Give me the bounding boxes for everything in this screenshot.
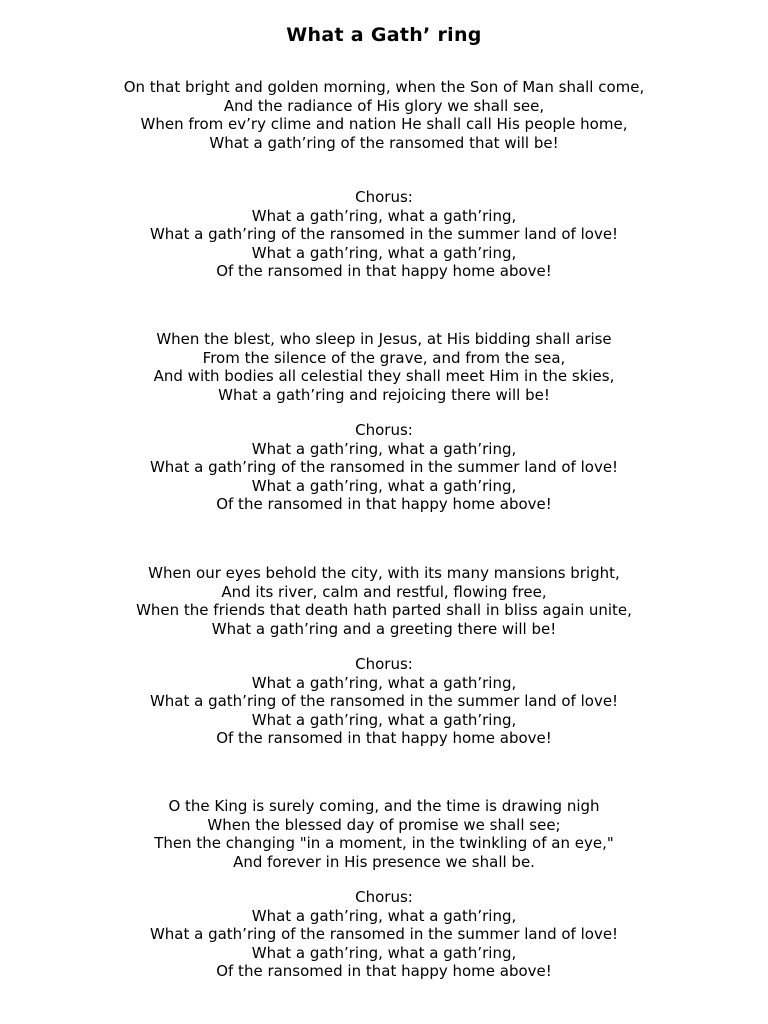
chorus-line: What a gath’ring, what a gath’ring, [251, 476, 517, 495]
chorus-line: What a gath’ring of the ransomed in the summer land of love! [149, 692, 619, 711]
verse-2 [84, 330, 684, 404]
chorus-line: What a gath’ring, what a gath’ring, [251, 243, 517, 262]
chorus-4 [84, 888, 684, 981]
chorus-heading: Chorus: [355, 888, 413, 906]
verse-line: O the King is surely coming, and the time is drawing nigh [168, 797, 600, 815]
chorus-line: Of the ransomed in that happy home above! [216, 495, 552, 514]
verse-line: When the friends that death hath parted shall in bliss again unite, [136, 601, 632, 620]
chorus-heading: Chorus: [355, 188, 413, 206]
verse-line: And its river, calm and restful, flowing free, [221, 582, 547, 601]
chorus-1 [84, 188, 684, 281]
verse-3 [84, 564, 684, 638]
chorus-line: What a gath’ring, what a gath’ring, [251, 439, 517, 458]
verse-4 [84, 797, 684, 871]
chorus-line: What a gath’ring, what a gath’ring, [251, 943, 517, 962]
chorus-line: What a gath’ring, what a gath’ring, [251, 710, 517, 729]
chorus-3 [84, 655, 684, 748]
chorus-line: What a gath’ring of the ransomed in the summer land of love! [149, 458, 619, 477]
song-title: What a Gath’ ring [286, 24, 482, 46]
chorus-line: What a gath’ring, what a gath’ring, [251, 673, 517, 692]
verse-1 [84, 78, 684, 152]
chorus-line: What a gath’ring, what a gath’ring, [251, 906, 517, 925]
verse-line: And the radiance of His glory we shall see, [223, 96, 545, 115]
verse-line: What a gath’ring of the ransomed that will be! [209, 133, 559, 152]
chorus-2 [84, 421, 684, 514]
verse-line: When from ev’ry clime and nation He shall call His people home, [140, 115, 628, 134]
verse-line: When the blest, who sleep in Jesus, at His bidding shall arise [156, 330, 612, 348]
verse-line: And with bodies all celestial they shall meet Him in the skies, [153, 367, 615, 386]
chorus-line: Of the ransomed in that happy home above! [216, 962, 552, 981]
chorus-line: What a gath’ring of the ransomed in the summer land of love! [149, 225, 619, 244]
verse-line: What a gath’ring and a greeting there will be! [211, 619, 557, 638]
verse-line: On that bright and golden morning, when the Son of Man shall come, [123, 78, 645, 96]
verse-line: Then the changing "in a moment, in the twinkling of an eye," [154, 834, 614, 853]
chorus-line: What a gath’ring, what a gath’ring, [251, 206, 517, 225]
chorus-heading: Chorus: [355, 421, 413, 439]
chorus-heading: Chorus: [355, 655, 413, 673]
verse-line: From the silence of the grave, and from the sea, [202, 348, 566, 367]
verse-line: When our eyes behold the city, with its many mansions bright, [148, 564, 620, 582]
chorus-line: Of the ransomed in that happy home above! [216, 262, 552, 281]
verse-line: When the blessed day of promise we shall see; [207, 815, 561, 834]
verse-line: What a gath’ring and rejoicing there will be! [218, 385, 550, 404]
verse-line: And forever in His presence we shall be. [233, 852, 535, 871]
chorus-line: Of the ransomed in that happy home above! [216, 729, 552, 748]
chorus-line: What a gath’ring of the ransomed in the summer land of love! [149, 925, 619, 944]
